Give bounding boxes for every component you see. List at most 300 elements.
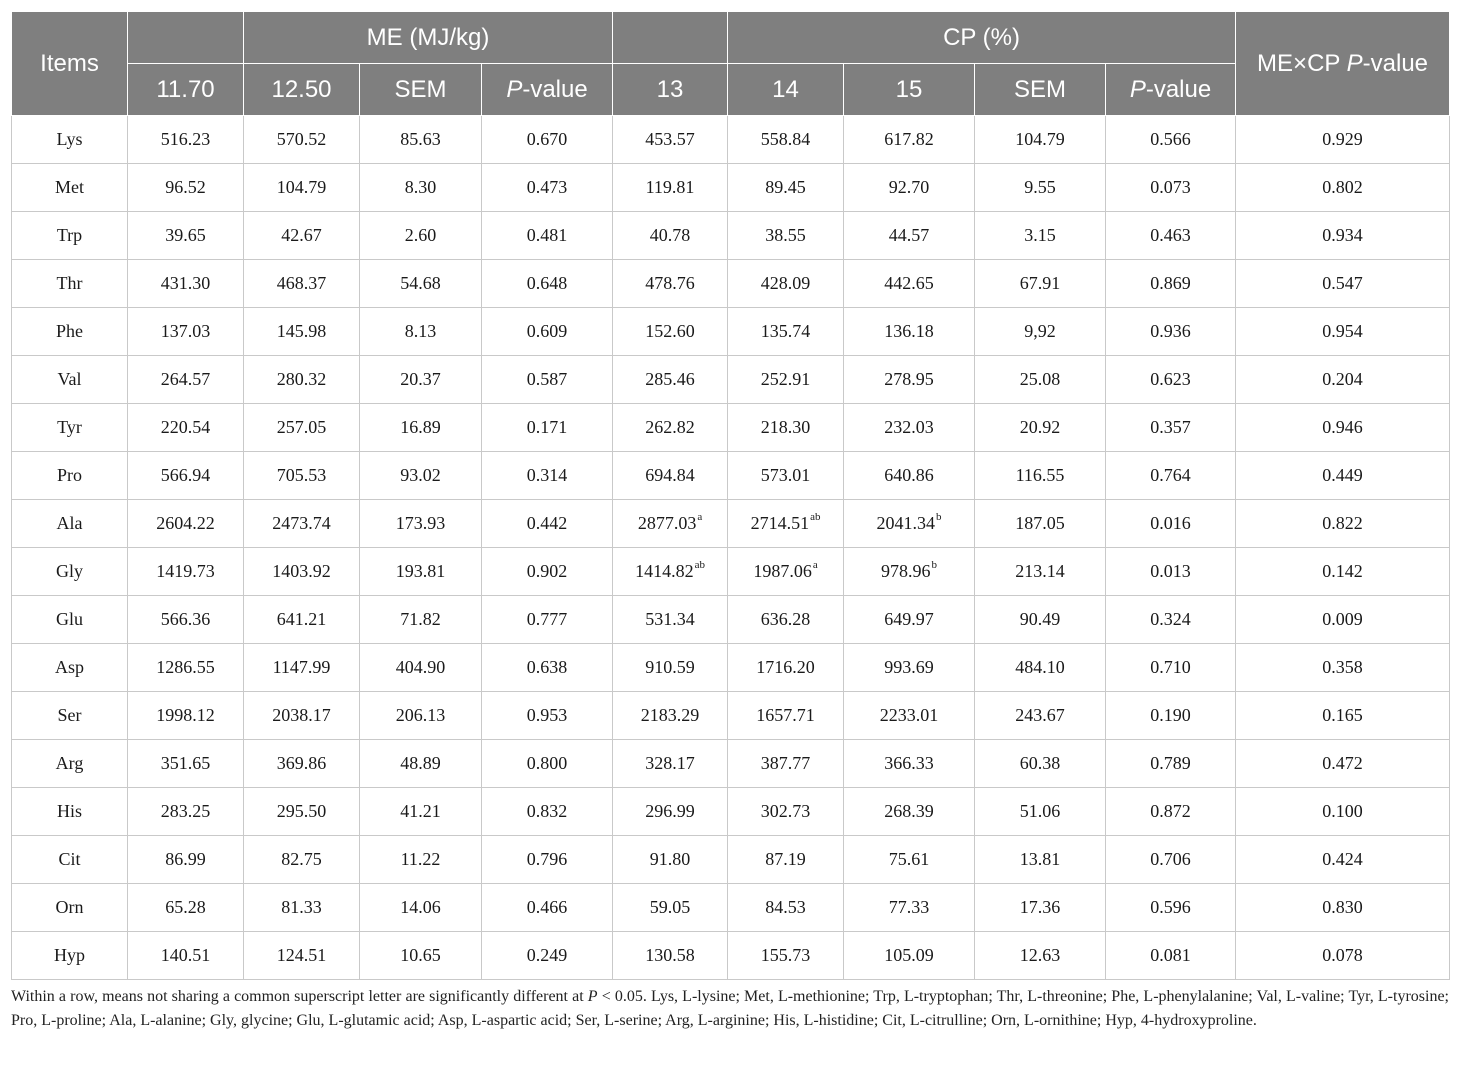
cell-cp-13 — [613, 692, 728, 740]
cell-cp-sem — [975, 452, 1106, 500]
cell-me-sem-value: 173.93 — [395, 513, 446, 533]
cell-me-pvalue — [482, 596, 613, 644]
cell-cp-14-value: 252.91 — [760, 369, 811, 389]
cell-cp-pvalue — [1106, 452, 1236, 500]
cell-cp-13-value: 296.99 — [645, 801, 695, 821]
cell-cp-14-value: 2714.51 — [750, 513, 810, 533]
cell-cp-13 — [613, 932, 728, 980]
cell-mecp-pvalue-value: 0.802 — [1322, 177, 1363, 197]
cell-cp-14 — [728, 308, 844, 356]
cell-item — [12, 644, 128, 692]
cell-item — [12, 932, 128, 980]
cell-mecp-pvalue-value: 0.822 — [1322, 513, 1363, 533]
cell-me-12-50-value: 145.98 — [276, 321, 327, 341]
cell-cp-15-superscript: b — [936, 511, 942, 523]
cell-cp-sem — [975, 356, 1106, 404]
cell-cp-14 — [728, 212, 844, 260]
cell-me-sem — [360, 644, 482, 692]
header-me-pvalue — [482, 64, 613, 116]
cell-me-12-50 — [244, 932, 360, 980]
cell-cp-14 — [728, 836, 844, 884]
table-header — [12, 12, 1450, 116]
table-row — [12, 932, 1450, 980]
cell-item-value: Met — [55, 177, 84, 197]
cell-cp-sem — [975, 260, 1106, 308]
cell-cp-15-superscript: b — [931, 559, 938, 571]
cell-cp-14-superscript: ab — [810, 511, 821, 523]
cell-me-11-70 — [128, 884, 244, 932]
cell-cp-13 — [613, 836, 728, 884]
cell-cp-sem — [975, 116, 1106, 164]
cell-cp-13-value: 1414.82 — [635, 561, 694, 581]
cell-item-value: Cit — [58, 849, 81, 869]
cell-mecp-pvalue — [1236, 836, 1450, 884]
cell-item — [12, 884, 128, 932]
cell-cp-pvalue — [1106, 692, 1236, 740]
cell-cp-14-value: 1716.20 — [756, 657, 815, 677]
cell-mecp-pvalue-value: 0.078 — [1322, 945, 1363, 965]
cell-mecp-pvalue — [1236, 308, 1450, 356]
cell-cp-13-value: 328.17 — [645, 753, 695, 773]
cell-me-12-50 — [244, 116, 360, 164]
cell-mecp-pvalue — [1236, 692, 1450, 740]
cell-cp-13-value: 59.05 — [649, 897, 691, 917]
cell-cp-sem-value: 243.67 — [1015, 705, 1065, 725]
header-me-12-50: 12.50 — [244, 64, 360, 116]
cell-item-value: Asp — [54, 657, 84, 677]
cell-cp-pvalue — [1106, 308, 1236, 356]
cell-mecp-pvalue-value: 0.009 — [1322, 609, 1363, 629]
cell-me-sem-value: 10.65 — [400, 945, 441, 965]
header-cp-sem: SEM — [975, 64, 1106, 116]
cell-item — [12, 308, 128, 356]
footnote-post: < 0.05. Lys, L-lysine; Met, L-methionine; Trp, L-tryptophan; Thr, L-threonine; Phe, L-phenylalanine; Val, L-valine; Tyr, L-tyrosine; Pro, L-proline; Ala, L-alanine; Gly, glycine; Glu, L-glutamic acid; Asp, L-aspartic acid; Ser, L-serine; Arg, L-arginine; His, L-histidine; Cit, L-citrulline; Orn, L-ornithine; Hyp, 4-hydroxyproline. — [11, 988, 1449, 1029]
header-mecp-pvalue — [1236, 12, 1450, 116]
cell-cp-14-value: 387.77 — [760, 753, 811, 773]
cell-me-sem — [360, 596, 482, 644]
cell-cp-14 — [728, 692, 844, 740]
cell-me-12-50-value: 641.21 — [276, 609, 327, 629]
cell-me-11-70 — [128, 596, 244, 644]
table-row — [12, 692, 1450, 740]
cell-cp-pvalue — [1106, 836, 1236, 884]
cell-cp-14 — [728, 740, 844, 788]
cell-me-pvalue — [482, 308, 613, 356]
cell-me-sem — [360, 788, 482, 836]
cell-cp-15-value: 640.86 — [884, 465, 934, 485]
cell-item — [12, 116, 128, 164]
cell-me-11-70-value: 431.30 — [160, 273, 211, 293]
table-row — [12, 308, 1450, 356]
cell-cp-pvalue — [1106, 932, 1236, 980]
cell-cp-14-value: 218.30 — [760, 417, 811, 437]
cell-cp-13-value: 478.76 — [645, 273, 695, 293]
table-body — [12, 116, 1450, 980]
cell-cp-13 — [613, 356, 728, 404]
cell-cp-13 — [613, 164, 728, 212]
cell-cp-15-value: 92.70 — [888, 177, 930, 197]
header-mecp-p: P — [1346, 49, 1363, 77]
table-row — [12, 884, 1450, 932]
cell-item-value: Ala — [56, 513, 83, 533]
table-row — [12, 788, 1450, 836]
cell-cp-15-value: 366.33 — [884, 753, 934, 773]
cell-cp-15 — [844, 836, 975, 884]
cell-me-sem-value: 16.89 — [400, 417, 441, 437]
cell-cp-14-value: 1657.71 — [756, 705, 815, 725]
cell-cp-14-value: 636.28 — [760, 609, 811, 629]
cell-cp-pvalue-value: 0.324 — [1150, 609, 1191, 629]
cell-me-11-70 — [128, 548, 244, 596]
cell-cp-13 — [613, 212, 728, 260]
cell-cp-sem-value: 25.08 — [1019, 369, 1061, 389]
header-cp-p: P — [1129, 75, 1146, 103]
cell-cp-14-value: 135.74 — [760, 321, 811, 341]
cell-cp-sem-value: 51.06 — [1019, 801, 1061, 821]
cell-cp-sem-value: 13.81 — [1019, 849, 1061, 869]
table-row — [12, 500, 1450, 548]
cell-cp-15 — [844, 932, 975, 980]
cell-cp-15 — [844, 740, 975, 788]
cell-cp-13-value: 285.46 — [645, 369, 695, 389]
cell-item — [12, 452, 128, 500]
cell-me-12-50 — [244, 788, 360, 836]
cell-cp-15-value: 278.95 — [884, 369, 934, 389]
cell-cp-13 — [613, 452, 728, 500]
cell-me-sem-value: 85.63 — [400, 129, 441, 149]
cell-item-value: Gly — [56, 561, 83, 581]
cell-me-11-70 — [128, 500, 244, 548]
cell-me-sem-value: 206.13 — [395, 705, 446, 725]
cell-cp-14 — [728, 644, 844, 692]
cell-cp-13-value: 694.84 — [645, 465, 695, 485]
cell-me-pvalue-value: 0.648 — [526, 273, 568, 293]
cell-cp-pvalue — [1106, 500, 1236, 548]
cell-item — [12, 788, 128, 836]
cell-cp-sem-value: 213.14 — [1015, 561, 1065, 581]
cell-me-pvalue — [482, 404, 613, 452]
cell-cp-sem — [975, 548, 1106, 596]
cell-me-12-50 — [244, 260, 360, 308]
cell-me-11-70-value: 86.99 — [165, 849, 206, 869]
cell-me-12-50 — [244, 740, 360, 788]
cell-me-pvalue — [482, 884, 613, 932]
cell-mecp-pvalue — [1236, 884, 1450, 932]
header-mecp-suffix: -value — [1362, 49, 1429, 77]
cell-item-value: Hyp — [54, 945, 85, 965]
cell-me-11-70-value: 39.65 — [165, 225, 206, 245]
cell-cp-15 — [844, 260, 975, 308]
cell-me-pvalue-value: 0.832 — [526, 801, 568, 821]
cell-me-11-70-value: 1998.12 — [156, 705, 215, 725]
cell-cp-pvalue — [1106, 260, 1236, 308]
cell-cp-15 — [844, 164, 975, 212]
cell-cp-pvalue-value: 0.566 — [1150, 129, 1191, 149]
cell-me-sem — [360, 164, 482, 212]
cell-cp-15-value: 649.97 — [884, 609, 934, 629]
cell-cp-14-value: 428.09 — [760, 273, 811, 293]
cell-me-11-70-value: 2604.22 — [156, 513, 215, 533]
cell-me-12-50-value: 124.51 — [276, 945, 327, 965]
cell-cp-14-value: 558.84 — [760, 129, 811, 149]
cell-mecp-pvalue — [1236, 356, 1450, 404]
cell-mecp-pvalue-value: 0.946 — [1322, 417, 1363, 437]
cell-me-12-50-value: 1403.92 — [272, 561, 331, 581]
cell-cp-sem — [975, 884, 1106, 932]
cell-mecp-pvalue-value: 0.142 — [1322, 561, 1363, 581]
cell-cp-13 — [613, 788, 728, 836]
cell-cp-15 — [844, 356, 975, 404]
cell-me-sem — [360, 308, 482, 356]
cell-item-value: Orn — [55, 897, 84, 917]
footnote-p: P — [587, 988, 598, 1005]
cell-item — [12, 548, 128, 596]
table-row — [12, 260, 1450, 308]
cell-me-12-50-value: 2473.74 — [272, 513, 331, 533]
cell-mecp-pvalue-value: 0.204 — [1322, 369, 1363, 389]
cell-cp-15-value: 993.69 — [884, 657, 934, 677]
cell-me-11-70-value: 516.23 — [160, 129, 211, 149]
cell-me-11-70 — [128, 788, 244, 836]
cell-cp-15-value: 232.03 — [884, 417, 934, 437]
cell-mecp-pvalue — [1236, 164, 1450, 212]
cell-item — [12, 500, 128, 548]
cell-me-pvalue-value: 0.442 — [526, 513, 568, 533]
cell-mecp-pvalue-value: 0.830 — [1322, 897, 1363, 917]
cell-mecp-pvalue — [1236, 500, 1450, 548]
cell-cp-sem-value: 67.91 — [1019, 273, 1061, 293]
cell-item-value: Lys — [56, 129, 83, 149]
cell-item — [12, 212, 128, 260]
header-mecp-prefix: ME×CP — [1257, 49, 1347, 77]
cell-me-11-70 — [128, 836, 244, 884]
cell-me-11-70 — [128, 164, 244, 212]
cell-cp-pvalue — [1106, 644, 1236, 692]
cell-me-pvalue-value: 0.800 — [526, 753, 568, 773]
cell-cp-13-value: 453.57 — [645, 129, 695, 149]
cell-cp-13 — [613, 740, 728, 788]
cell-me-sem-value: 93.02 — [400, 465, 441, 485]
cell-me-sem-value: 8.13 — [404, 321, 437, 341]
cell-me-11-70 — [128, 644, 244, 692]
cell-cp-sem — [975, 164, 1106, 212]
cell-item-value: Glu — [56, 609, 83, 629]
cell-cp-14-value: 573.01 — [760, 465, 811, 485]
cell-cp-pvalue — [1106, 596, 1236, 644]
cell-me-12-50 — [244, 308, 360, 356]
cell-me-pvalue-value: 0.953 — [526, 705, 568, 725]
header-cp-group: CP (%) — [728, 12, 1236, 64]
cell-mecp-pvalue-value: 0.472 — [1322, 753, 1363, 773]
cell-me-11-70-value: 1286.55 — [156, 657, 215, 677]
cell-cp-pvalue-value: 0.789 — [1150, 753, 1191, 773]
cell-me-12-50 — [244, 356, 360, 404]
cell-me-11-70-value: 566.36 — [160, 609, 211, 629]
cell-mecp-pvalue-value: 0.954 — [1322, 321, 1363, 341]
cell-cp-14-value: 1987.06 — [753, 561, 812, 581]
cell-mecp-pvalue — [1236, 116, 1450, 164]
cell-item-value: His — [56, 801, 82, 821]
table-row — [12, 740, 1450, 788]
cell-cp-15-value: 617.82 — [884, 129, 934, 149]
header-me-sem: SEM — [360, 64, 482, 116]
table-row — [12, 836, 1450, 884]
cell-item — [12, 836, 128, 884]
cell-cp-pvalue-value: 0.190 — [1150, 705, 1191, 725]
cell-cp-14-value: 84.53 — [765, 897, 806, 917]
cell-item — [12, 404, 128, 452]
cell-mecp-pvalue — [1236, 404, 1450, 452]
cell-item — [12, 740, 128, 788]
cell-cp-sem — [975, 932, 1106, 980]
cell-cp-13-value: 531.34 — [645, 609, 695, 629]
cell-me-pvalue-value: 0.466 — [526, 897, 568, 917]
cell-cp-13-value: 40.78 — [649, 225, 691, 245]
amino-acid-table — [11, 11, 1450, 980]
table-row — [12, 164, 1450, 212]
header-items: Items — [12, 12, 128, 116]
cell-me-12-50-value: 42.67 — [281, 225, 322, 245]
cell-cp-15 — [844, 308, 975, 356]
cell-me-pvalue-value: 0.902 — [526, 561, 568, 581]
cell-cp-pvalue — [1106, 404, 1236, 452]
cell-cp-15 — [844, 404, 975, 452]
cell-me-sem-value: 2.60 — [404, 225, 437, 245]
cell-cp-pvalue — [1106, 740, 1236, 788]
table-row — [12, 452, 1450, 500]
cell-cp-pvalue — [1106, 548, 1236, 596]
cell-me-sem — [360, 356, 482, 404]
cell-cp-sem-value: 90.49 — [1019, 609, 1061, 629]
cell-cp-14 — [728, 260, 844, 308]
cell-cp-pvalue-value: 0.623 — [1150, 369, 1191, 389]
cell-me-sem — [360, 260, 482, 308]
cell-mecp-pvalue-value: 0.449 — [1322, 465, 1363, 485]
cell-me-12-50-value: 1147.99 — [272, 657, 331, 677]
cell-cp-sem — [975, 692, 1106, 740]
cell-cp-14 — [728, 548, 844, 596]
cell-cp-sem — [975, 596, 1106, 644]
header-me-blank — [128, 12, 244, 64]
cell-cp-pvalue-value: 0.013 — [1150, 561, 1191, 581]
cell-item-value: Pro — [56, 465, 82, 485]
cell-cp-14 — [728, 404, 844, 452]
header-cp-suffix: -value — [1145, 75, 1212, 103]
cell-me-11-70-value: 566.94 — [160, 465, 211, 485]
cell-cp-pvalue-value: 0.073 — [1150, 177, 1191, 197]
cell-me-12-50-value: 295.50 — [276, 801, 327, 821]
cell-me-11-70 — [128, 356, 244, 404]
cell-me-11-70 — [128, 404, 244, 452]
cell-cp-15 — [844, 884, 975, 932]
cell-cp-13-value: 2877.03 — [637, 513, 697, 533]
cell-cp-15 — [844, 788, 975, 836]
cell-me-12-50-value: 570.52 — [276, 129, 327, 149]
cell-me-sem-value: 14.06 — [400, 897, 441, 917]
cell-me-sem-value: 41.21 — [400, 801, 441, 821]
cell-me-11-70-value: 137.03 — [160, 321, 211, 341]
table-container — [11, 11, 1449, 980]
cell-me-11-70 — [128, 932, 244, 980]
table-row — [12, 548, 1450, 596]
cell-cp-14 — [728, 116, 844, 164]
cell-cp-13 — [613, 548, 728, 596]
cell-cp-pvalue — [1106, 884, 1236, 932]
cell-cp-sem — [975, 404, 1106, 452]
cell-cp-15 — [844, 548, 975, 596]
cell-me-pvalue — [482, 164, 613, 212]
cell-me-pvalue-value: 0.171 — [526, 417, 568, 437]
header-cp-13: 13 — [613, 64, 728, 116]
cell-cp-13 — [613, 500, 728, 548]
cell-me-11-70-value: 65.28 — [165, 897, 206, 917]
cell-me-sem-value: 20.37 — [400, 369, 441, 389]
cell-cp-15-value: 978.96 — [881, 561, 931, 581]
cell-me-pvalue — [482, 740, 613, 788]
cell-me-12-50 — [244, 548, 360, 596]
table-row — [12, 116, 1450, 164]
cell-me-sem — [360, 500, 482, 548]
cell-me-12-50-value: 104.79 — [276, 177, 327, 197]
cell-me-11-70-value: 283.25 — [160, 801, 211, 821]
cell-me-sem — [360, 836, 482, 884]
cell-me-12-50 — [244, 404, 360, 452]
cell-mecp-pvalue — [1236, 740, 1450, 788]
cell-cp-sem-value: 187.05 — [1015, 513, 1065, 533]
cell-me-pvalue-value: 0.638 — [526, 657, 568, 677]
cell-cp-pvalue-value: 0.764 — [1150, 465, 1191, 485]
cell-me-11-70 — [128, 692, 244, 740]
header-me-p: P — [506, 75, 523, 103]
cell-me-12-50 — [244, 596, 360, 644]
cell-cp-14-value: 155.73 — [760, 945, 811, 965]
cell-cp-sem-value: 20.92 — [1019, 417, 1061, 437]
cell-cp-sem-value: 17.36 — [1019, 897, 1061, 917]
cell-cp-14-superscript: a — [812, 559, 818, 571]
cell-cp-pvalue-value: 0.596 — [1150, 897, 1191, 917]
table-row — [12, 404, 1450, 452]
cell-cp-sem-value: 9,92 — [1024, 321, 1056, 341]
cell-cp-14 — [728, 788, 844, 836]
cell-item-value: Ser — [57, 705, 82, 725]
cell-me-sem — [360, 548, 482, 596]
cell-cp-13-superscript: a — [697, 511, 703, 523]
cell-mecp-pvalue — [1236, 260, 1450, 308]
cell-cp-15-value: 268.39 — [884, 801, 934, 821]
cell-item-value: Arg — [55, 753, 84, 773]
cell-cp-15 — [844, 500, 975, 548]
cell-me-11-70-value: 351.65 — [160, 753, 211, 773]
cell-cp-13 — [613, 308, 728, 356]
cell-item — [12, 260, 128, 308]
cell-me-sem-value: 8.30 — [404, 177, 437, 197]
cell-me-12-50 — [244, 452, 360, 500]
cell-me-12-50-value: 280.32 — [276, 369, 327, 389]
cell-cp-15-value: 442.65 — [884, 273, 934, 293]
cell-me-sem — [360, 932, 482, 980]
cell-me-sem-value: 54.68 — [400, 273, 441, 293]
cell-me-11-70-value: 1419.73 — [156, 561, 215, 581]
header-cp-pvalue — [1106, 64, 1236, 116]
cell-cp-14 — [728, 164, 844, 212]
cell-cp-sem — [975, 836, 1106, 884]
cell-cp-13-value: 91.80 — [649, 849, 691, 869]
cell-mecp-pvalue — [1236, 596, 1450, 644]
cell-cp-13 — [613, 644, 728, 692]
cell-me-12-50 — [244, 884, 360, 932]
cell-me-11-70 — [128, 308, 244, 356]
cell-me-pvalue-value: 0.249 — [526, 945, 568, 965]
